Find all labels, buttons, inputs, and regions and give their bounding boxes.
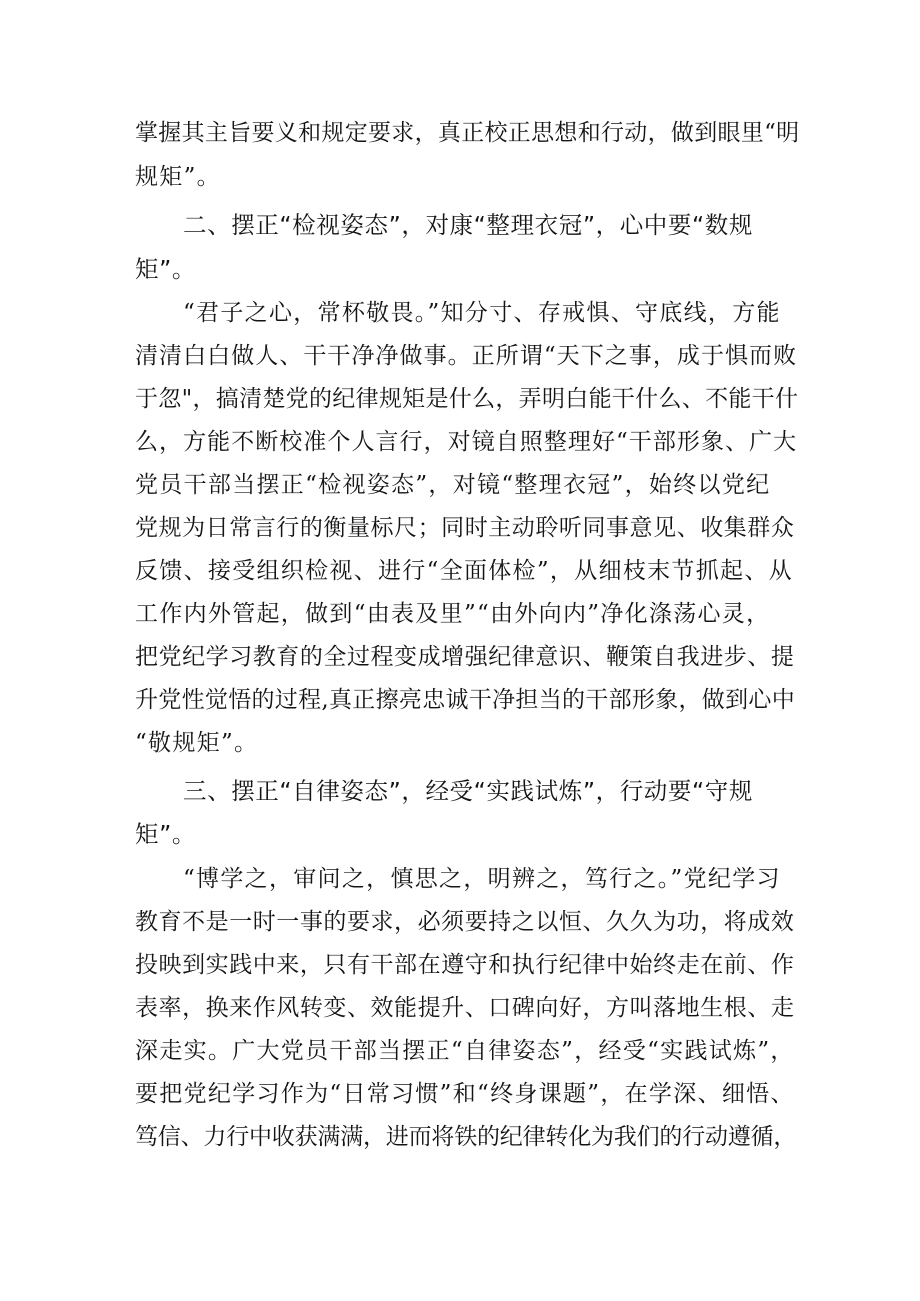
paragraph-2-line-9: 把党纪学习教育的全过程变成增强纪律意识、鞭策自我进步、提: [135, 644, 795, 670]
section-2-heading-line-1: 二、摆正“检视姿态”，对康“整理衣冠”，心中要“数规: [183, 211, 753, 239]
paragraph-3-line-2: 教育不是一时一事的要求，必须要持之以恒、久久为功，将成效: [135, 909, 795, 935]
paragraph-3-line-3: 投映到实践中来，只有干部在遵守和执行纪律中始终走在前、作: [135, 952, 795, 978]
paragraph-2-line-2: 清清白白做人、干干净净做事。正所谓“天下之事，成于惧而败: [135, 343, 798, 369]
paragraph-2-line-10: 升党性觉悟的过程,真正擦亮忠诚干净担当的干部形象，做到心中: [135, 687, 796, 713]
section-3-heading-line-2: 矩”。: [135, 820, 196, 848]
paragraph-1-line-2: 规矩”。: [135, 164, 221, 190]
paragraph-3-line-4: 表率，换来作风转变、效能提升、口碑向好，方叫落地生根、走: [135, 995, 795, 1021]
paragraph-2-line-11: “敬规矩”。: [135, 730, 259, 756]
paragraph-3-line-1: “博学之，审问之，慎思之，明辨之，笃行之。”党纪学习: [183, 866, 781, 892]
paragraph-1-line-1: 掌握其主旨要义和规定要求，真正校正思想和行动，做到眼里“明: [135, 120, 800, 146]
paragraph-2-line-6: 党规为日常言行的衡量标尺；同时主动聆听同事意见、收集群众: [135, 515, 795, 541]
paragraph-2-line-1: “君子之心，常杯敬畏。”知分寸、存戒惧、守底线，方能: [183, 300, 781, 326]
paragraph-2-line-8: 工作内外管起，做到“由表及里”“由外向内”净化涤荡心灵，: [135, 601, 771, 627]
section-3-heading-line-1: 三、摆正“自律姿态”，经受“实践试炼”，行动要“守规: [183, 777, 753, 805]
paragraph-3-line-6: 要把党纪学习作为“日常习惯”和“终身课题”，在学深、细悟、: [135, 1081, 795, 1107]
paragraph-2-line-3: 于忽"，搞清楚党的纪律规矩是什么，弄明白能干什么、不能干什: [135, 386, 799, 412]
paragraph-2-line-4: 么，方能不断校准个人言行，对镜自照整理好“干部形象、广大: [135, 429, 798, 455]
paragraph-3-line-5: 深走实。广大党员干部当摆正“自律姿态”，经受“实践试炼”，: [135, 1038, 795, 1064]
paragraph-2-line-7: 反馈、接受组织检视、进行“全面体检”，从细枝末节抓起、从: [135, 558, 793, 584]
paragraph-2-line-5: 党员干部当摆正“检视姿态”，对镜“整理衣冠”，始终以党纪: [135, 472, 771, 498]
section-2-heading-line-2: 矩”。: [135, 255, 196, 283]
paragraph-3-line-7: 笃信、力行中收获满满，进而将铁的纪律转化为我们的行动遵循，: [135, 1124, 797, 1150]
